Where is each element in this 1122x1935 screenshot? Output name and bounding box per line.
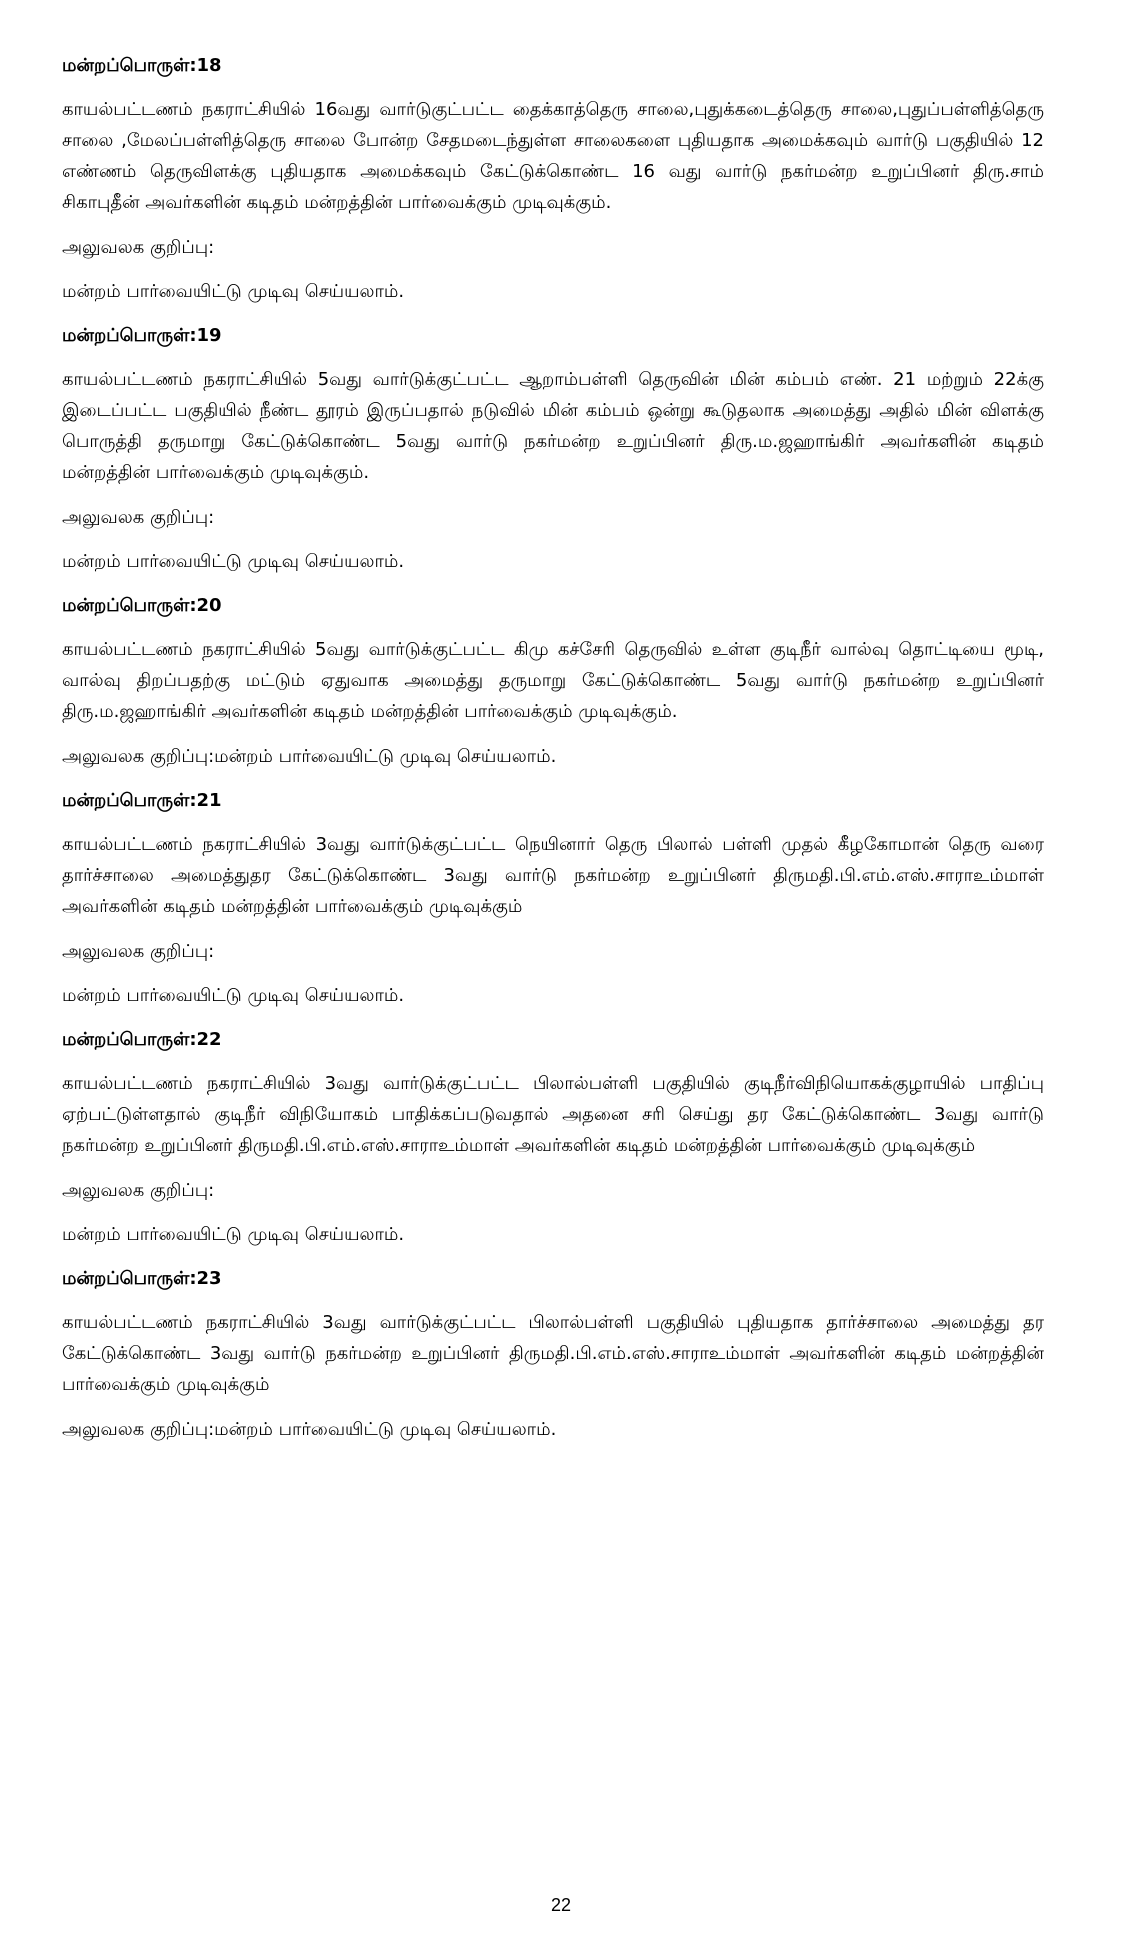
council-item-23 [62,1265,1044,1444]
council-item-21 [62,787,1044,1010]
office-note: அலுவலக குறிப்பு:மன்றம் பார்வையிட்டு முடிவு செய்யலாம். [62,1419,557,1440]
office-note-label: அலுவலக குறிப்பு: [62,941,215,962]
council-item-19 [62,322,1044,576]
office-note-label: அலுவலக குறிப்பு: [62,507,215,528]
item-body: காயல்பட்டணம் நகராட்சியில் 3வது வார்டுக்குட்பட்ட நெயினார் தெரு பிலால் பள்ளி முதல் கீழகோமான் தெரு வரை தார்ச்சாலை அமைத்துதர கேட்டுக்கொண்ட 3வது வார்டு நகர்மன்ற உறுப்பினர் திருமதி.பி.எம்.எஸ்.சாராஉம்மாள் அவர்களின் கடிதம் மன்றத்தின் பார்வைக்கும் முடிவுக்கும் [62,834,1044,917]
item-heading: மன்றப்பொருள்:19 [62,325,222,346]
council-item-20 [62,592,1044,771]
office-note: அலுவலக குறிப்பு:மன்றம் பார்வையிட்டு முடிவு செய்யலாம். [62,746,557,767]
item-body: காயல்பட்டணம் நகராட்சியில் 3வது வார்டுக்குட்பட்ட பிலால்பள்ளி பகுதியில் குடிநீர்விநியொகக்குழாயில் பாதிப்பு ஏற்பட்டுள்ளதால் குடிநீர் விநியோகம் பாதிக்கப்படுவதால் அதனை சரி செய்து தர கேட்டுக்கொண்ட 3வது வார்டு நகர்மன்ற உறுப்பினர் திருமதி.பி.எம்.எஸ்.சாராஉம்மாள் அவர்களின் கடிதம் மன்றத்தின் பார்வைக்கும் முடிவுக்கும் [62,1073,1044,1156]
item-heading: மன்றப்பொருள்:22 [62,1029,222,1050]
office-note-decision: மன்றம் பார்வையிட்டு முடிவு செய்யலாம். [62,551,405,572]
item-heading: மன்றப்பொருள்:23 [62,1268,222,1289]
office-note-decision: மன்றம் பார்வையிட்டு முடிவு செய்யலாம். [62,281,405,302]
item-body: காயல்பட்டணம் நகராட்சியில் 5வது வார்டுக்குட்பட்ட கிமு கச்சேரி தெருவில் உள்ள குடிநீர் வால்வு தொட்டியை மூடி, வால்வு திறப்பதற்கு மட்டும் ஏதுவாக அமைத்து தருமாறு கேட்டுக்கொண்ட 5வது வார்டு நகர்மன்ற உறுப்பினர் திரு.ம.ஜஹாங்கிர் அவர்களின் கடிதம் மன்றத்தின் பார்வைக்கும் முடிவுக்கும். [62,639,1044,722]
office-note-decision: மன்றம் பார்வையிட்டு முடிவு செய்யலாம். [62,985,405,1006]
item-heading: மன்றப்பொருள்:18 [62,55,222,76]
item-body: காயல்பட்டணம் நகராட்சியில் 16வது வார்டுகுட்பட்ட தைக்காத்தெரு சாலை,புதுக்கடைத்தெரு சாலை,புதுப்பள்ளித்தெரு சாலை ,மேலப்பள்ளித்தெரு சாலை போன்ற சேதமடைந்துள்ள சாலைகளை புதியதாக அமைக்கவும் வார்டு பகுதியில் 12 எண்ணம் தெருவிளக்கு புதியதாக அமைக்கவும் கேட்டுக்கொண்ட 16 வது வார்டு நகர்மன்ற உறுப்பினர் திரு.சாம் சிகாபுதீன் அவர்களின் கடிதம் மன்றத்தின் பார்வைக்கும் முடிவுக்கும். [62,99,1044,213]
item-heading: மன்றப்பொருள்:20 [62,595,222,616]
item-body: காயல்பட்டணம் நகராட்சியில் 5வது வார்டுக்குட்பட்ட ஆறாம்பள்ளி தெருவின் மின் கம்பம் எண். 21 மற்றும் 22க்கு இடைப்பட்ட பகுதியில் நீண்ட தூரம் இருப்பதால் நடுவில் மின் கம்பம் ஒன்று கூடுதலாக அமைத்து அதில் மின் விளக்கு பொருத்தி தருமாறு கேட்டுக்கொண்ட 5வது வார்டு நகர்மன்ற உறுப்பினர் திரு.ம.ஜஹாங்கிர் அவர்களின் கடிதம் மன்றத்தின் பார்வைக்கும் முடிவுக்கும். [62,369,1044,483]
item-body: காயல்பட்டணம் நகராட்சியில் 3வது வார்டுக்குட்பட்ட பிலால்பள்ளி பகுதியில் புதியதாக தார்ச்சாலை அமைத்து தர கேட்டுக்கொண்ட 3வது வார்டு நகர்மன்ற உறுப்பினர் திருமதி.பி.எம்.எஸ்.சாராஉம்மாள் அவர்களின் கடிதம் மன்றத்தின் பார்வைக்கும் முடிவுக்கும் [62,1312,1044,1395]
office-note-decision: மன்றம் பார்வையிட்டு முடிவு செய்யலாம். [62,1224,405,1245]
council-item-18 [62,52,1044,306]
page-number: 22 [550,1895,572,1915]
item-heading: மன்றப்பொருள்:21 [62,790,222,811]
office-note-label: அலுவலக குறிப்பு: [62,1180,215,1201]
council-item-22 [62,1026,1044,1249]
office-note-label: அலுவலக குறிப்பு: [62,237,215,258]
